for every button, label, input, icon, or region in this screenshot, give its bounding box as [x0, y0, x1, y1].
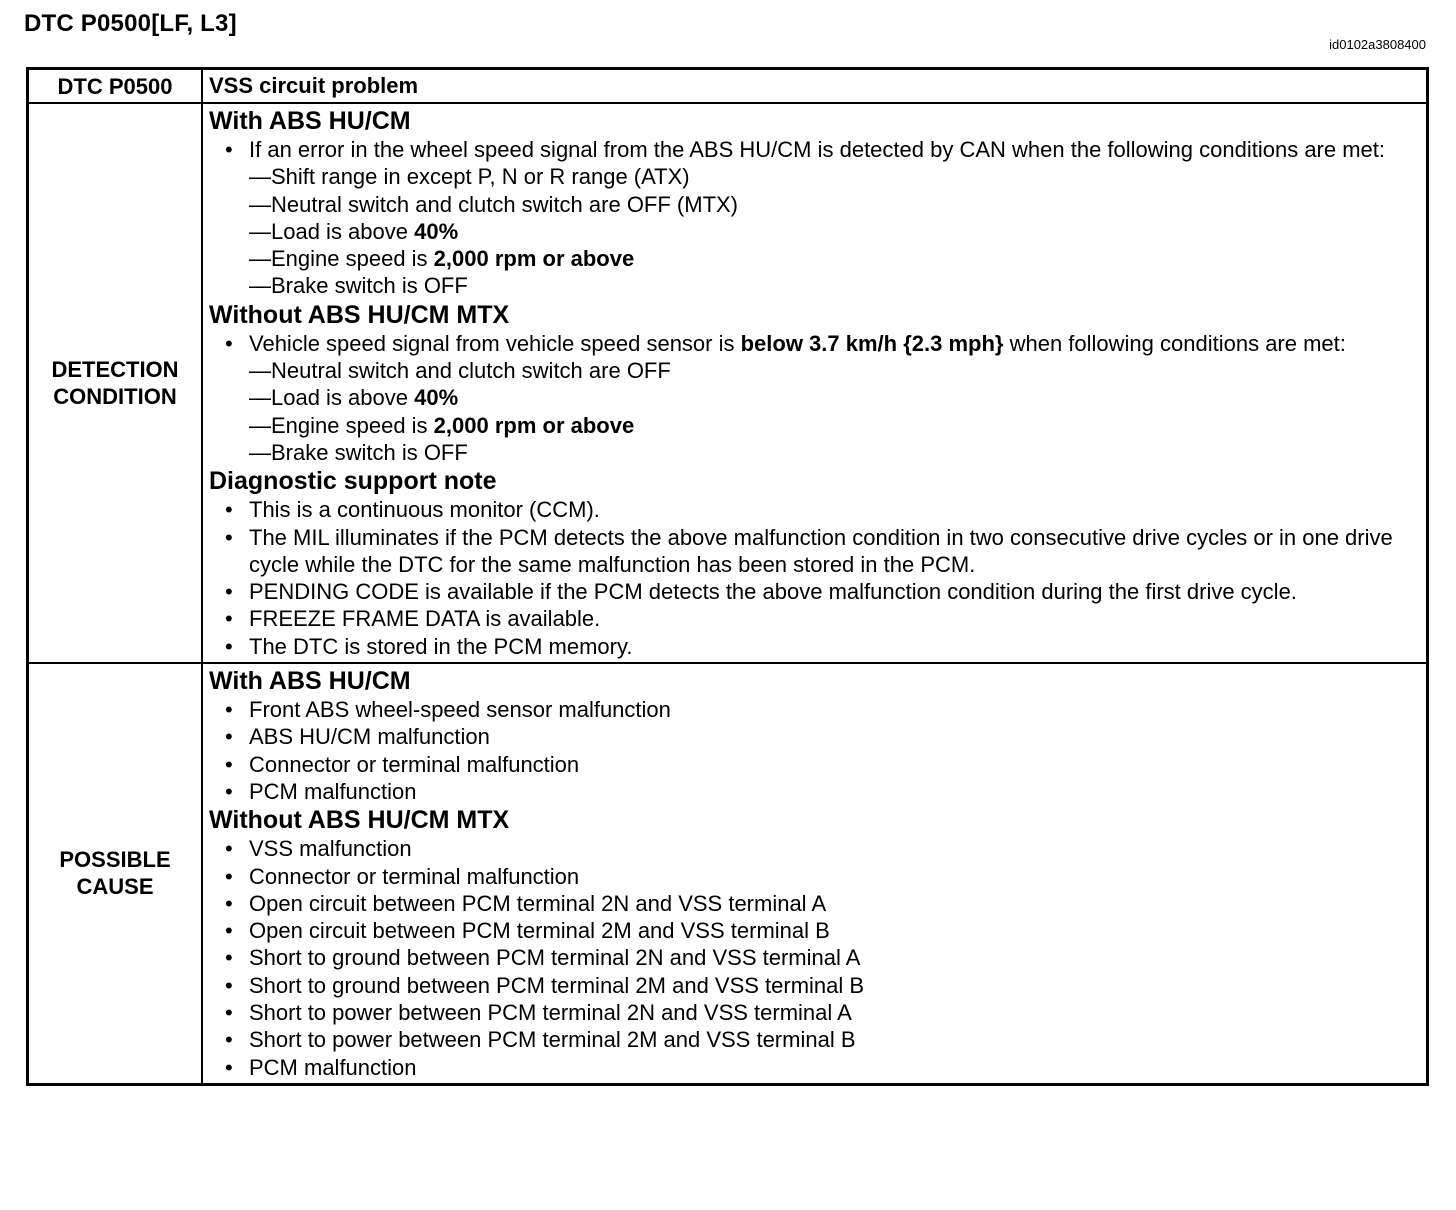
list-item: • ABS HU/CM malfunction: [223, 723, 1416, 750]
condition-list: [249, 163, 1416, 299]
list-item: • VSS malfunction: [223, 835, 1416, 862]
list-item: • Short to ground between PCM terminal 2N and VSS terminal A: [223, 944, 1416, 971]
list-item: • PCM malfunction: [223, 778, 1416, 805]
list-item: • The MIL illuminates if the PCM detects the above malfunction condition in two consecutive drive cycles or in one drive cycle while the DTC for the same malfunction has been stored in the PCM.: [223, 524, 1416, 579]
condition-item: — Engine speed is 2,000 rpm or above: [249, 412, 1416, 439]
detection-condition-content: [202, 103, 1428, 663]
list-item: • Open circuit between PCM terminal 2N and VSS terminal A: [223, 890, 1416, 917]
condition-item: — Brake switch is OFF: [249, 272, 1416, 299]
possible-cause-label: POSSIBLE CAUSE: [28, 663, 203, 1084]
section-heading: Diagnostic support note: [209, 467, 497, 496]
list-item: • Short to power between PCM terminal 2M and VSS terminal B: [223, 1026, 1416, 1053]
list-item: • Open circuit between PCM terminal 2M and VSS terminal B: [223, 917, 1416, 944]
dtc-description-cell: VSS circuit problem: [202, 69, 1428, 104]
dtc-table: [26, 67, 1429, 1086]
list-item: • PENDING CODE is available if the PCM detects the above malfunction condition during the first drive cycle.: [223, 578, 1416, 605]
condition-item: — Shift range in except P, N or R range (ATX): [249, 163, 1416, 190]
document-id: id0102a3808400: [1329, 37, 1426, 52]
list-item: • Front ABS wheel-speed sensor malfunction: [223, 696, 1416, 723]
list-item: • PCM malfunction: [223, 1054, 1416, 1081]
dtc-code-cell: DTC P0500: [28, 69, 203, 104]
list-item: • Vehicle speed signal from vehicle speed sensor is below 3.7 km/h {2.3 mph} when following conditions are met: — Neutral switch and clutch switch are OFF — Load is above 40% — Engine speed is 2,000 rpm or above — Brake switch is OFF: [223, 330, 1416, 466]
condition-item: — Load is above 40%: [249, 218, 1416, 245]
list-item: • FREEZE FRAME DATA is available.: [223, 605, 1416, 632]
bullet-list: [209, 136, 1416, 300]
list-item: • The DTC is stored in the PCM memory.: [223, 633, 1416, 660]
possible-cause-row: [28, 663, 1428, 1084]
header-row: [28, 69, 1428, 104]
condition-list: [249, 357, 1416, 466]
condition-item: — Neutral switch and clutch switch are OFF: [249, 357, 1416, 384]
list-item: • Connector or terminal malfunction: [223, 863, 1416, 890]
document-title: DTC P0500[LF, L3]: [24, 10, 237, 37]
section-heading: With ABS HU/CM: [209, 107, 411, 135]
bullet-list: [209, 696, 1416, 805]
section-heading: Without ABS HU/CM MTX: [209, 300, 510, 329]
detection-condition-label: DETECTION CONDITION: [28, 103, 203, 663]
possible-cause-content: [202, 663, 1428, 1084]
list-item: • Connector or terminal malfunction: [223, 751, 1416, 778]
condition-item: — Brake switch is OFF: [249, 439, 1416, 466]
list-item: • If an error in the wheel speed signal from the ABS HU/CM is detected by CAN when the following conditions are met: — Shift range in except P, N or R range (ATX) — Neutral switch and clutch switch are OFF (MTX) — Load is above 40% — Engine speed is 2,000 rpm or above — Brake switch is OFF: [223, 136, 1416, 300]
detection-condition-row: [28, 103, 1428, 663]
section-heading: Without ABS HU/CM MTX: [209, 806, 510, 835]
condition-item: — Neutral switch and clutch switch are OFF (MTX): [249, 191, 1416, 218]
condition-item: — Load is above 40%: [249, 384, 1416, 411]
list-item: • This is a continuous monitor (CCM).: [223, 496, 1416, 523]
bullet-list: [209, 835, 1416, 1081]
list-item: • Short to ground between PCM terminal 2M and VSS terminal B: [223, 972, 1416, 999]
list-item: • Short to power between PCM terminal 2N and VSS terminal A: [223, 999, 1416, 1026]
bullet-list: [209, 330, 1416, 466]
bullet-list: [209, 496, 1416, 660]
section-heading: With ABS HU/CM: [209, 667, 411, 696]
condition-item: — Engine speed is 2,000 rpm or above: [249, 245, 1416, 272]
